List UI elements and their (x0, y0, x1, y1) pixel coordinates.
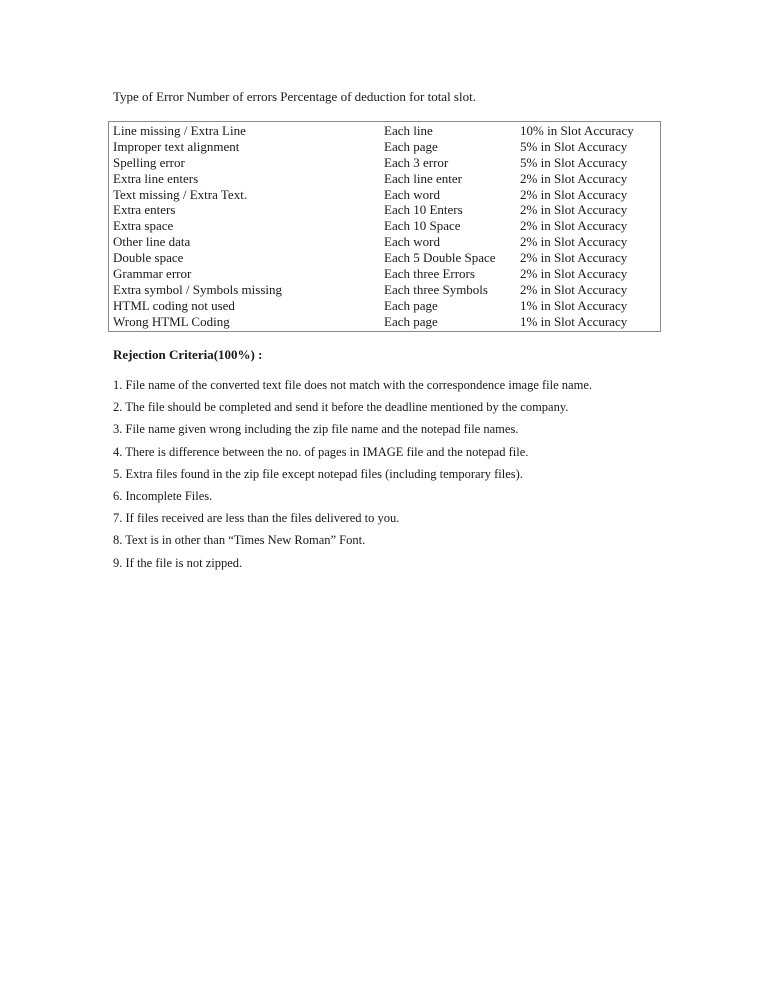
deduction-cell: 2% in Slot Accuracy (520, 266, 628, 282)
rejection-criteria-heading: Rejection Criteria(100%) : (113, 347, 263, 362)
error-count-cell: Each 10 Space (384, 218, 461, 234)
error-count-cell: Each three Errors (384, 266, 475, 282)
error-type-cell: Line missing / Extra Line (113, 123, 246, 138)
deduction-cell: 1% in Slot Accuracy (520, 313, 628, 329)
error-type-cell: Other line data (113, 234, 191, 250)
deduction-cell: 2% in Slot Accuracy (520, 250, 628, 266)
deduction-cell: 5% in Slot Accuracy (520, 138, 628, 154)
deduction-cell: 2% in Slot Accuracy (520, 170, 628, 186)
error-type-cell: Improper text alignment (113, 138, 240, 154)
error-count-cell: Each 3 error (384, 154, 449, 170)
list-item: 5. Extra files found in the zip file except notepad files (including temporary files). (113, 466, 523, 481)
list-item: 1. File name of the converted text file does not match with the correspondence image file name. (113, 378, 592, 392)
error-count-cell: Each 10 Enters (384, 202, 463, 218)
table-row (109, 234, 660, 250)
error-type-cell: Extra enters (113, 202, 176, 218)
list-item: 4. There is difference between the no. of pages in IMAGE file and the notepad file. (113, 444, 529, 459)
list-item: 6. Incomplete Files. (113, 488, 213, 503)
table-row (109, 202, 660, 218)
error-type-cell: Wrong HTML Coding (113, 313, 230, 329)
rejection-criteria-list (113, 377, 592, 577)
table-row (109, 282, 660, 298)
list-item: 8. Text is in other than “Times New Roman” Font. (113, 533, 366, 548)
error-type-cell: Double space (113, 250, 184, 266)
table-row (109, 314, 660, 330)
deduction-cell: 2% in Slot Accuracy (520, 218, 628, 234)
list-item: 2. The file should be completed and send it before the deadline mentioned by the company. (113, 400, 569, 415)
error-type-cell: HTML coding not used (113, 297, 235, 313)
error-type-cell: Extra space (113, 218, 174, 234)
error-type-cell: Extra line enters (113, 170, 199, 186)
table-row (109, 266, 660, 282)
list-item: 7. If files received are less than the files delivered to you. (113, 511, 400, 526)
error-count-cell: Each page (384, 297, 438, 313)
error-count-cell: Each line (384, 123, 433, 138)
table-row (109, 123, 660, 139)
table-row (109, 218, 660, 234)
list-item: 3. File name given wrong including the zip file name and the notepad file names. (113, 422, 519, 437)
table-row (109, 155, 660, 171)
deduction-cell: 10% in Slot Accuracy (520, 123, 634, 138)
deduction-cell: 2% in Slot Accuracy (520, 202, 628, 218)
list-item: 9. If the file is not zipped. (113, 555, 243, 570)
deduction-cell: 2% in Slot Accuracy (520, 234, 628, 250)
deduction-cell: 2% in Slot Accuracy (520, 186, 628, 202)
table-row (109, 139, 660, 155)
table-header-line: Type of Error Number of errors Percentage of deduction for total slot. (113, 89, 476, 104)
table-row (109, 298, 660, 314)
error-count-cell: Each 5 Double Space (384, 250, 496, 266)
table-row (109, 250, 660, 266)
table-row (109, 187, 660, 203)
table-row (109, 171, 660, 187)
error-count-cell: Each word (384, 186, 440, 202)
error-count-cell: Each three Symbols (384, 281, 488, 297)
error-deduction-table (108, 121, 661, 332)
deduction-cell: 1% in Slot Accuracy (520, 297, 628, 313)
error-type-cell: Spelling error (113, 154, 185, 170)
error-count-cell: Each word (384, 234, 440, 250)
error-type-cell: Grammar error (113, 266, 192, 282)
error-count-cell: Each line enter (384, 170, 462, 186)
deduction-cell: 5% in Slot Accuracy (520, 154, 628, 170)
error-type-cell: Extra symbol / Symbols missing (113, 281, 283, 297)
error-count-cell: Each page (384, 313, 438, 329)
error-count-cell: Each page (384, 138, 438, 154)
deduction-cell: 2% in Slot Accuracy (520, 281, 628, 297)
error-type-cell: Text missing / Extra Text. (113, 186, 248, 202)
